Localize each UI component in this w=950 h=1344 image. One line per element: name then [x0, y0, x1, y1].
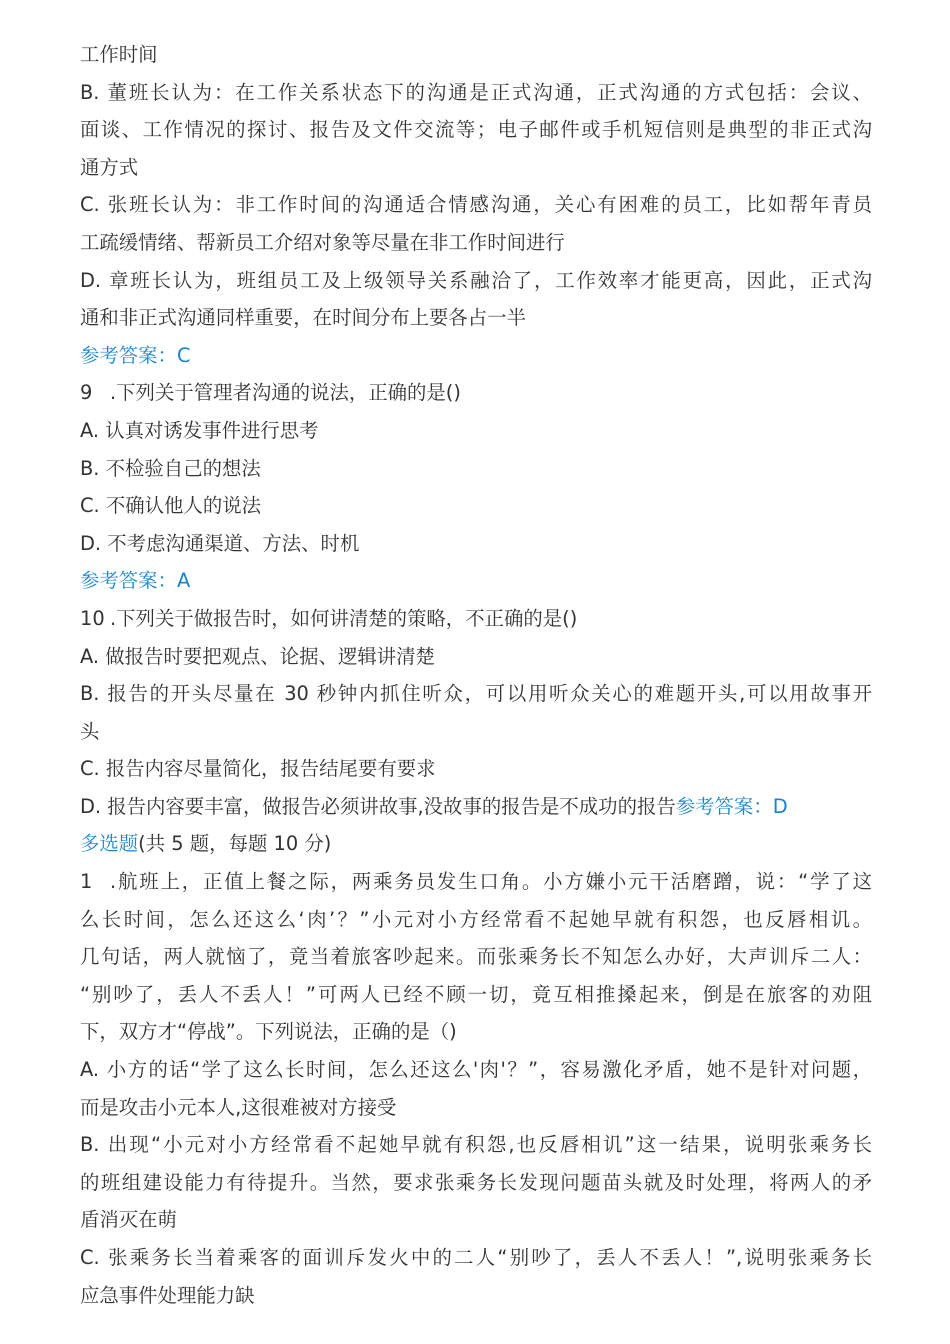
text-line: 面谈、工作情况的探讨、报告及文件交流等；电子邮件或手机短信则是典型的非正式沟	[80, 118, 872, 142]
section-title: 多选题	[80, 832, 139, 856]
text-line: 应急事件处理能力缺	[80, 1283, 255, 1307]
option-d-line: D. 不考虑沟通渠道、方法、时机	[80, 531, 360, 555]
option-a-line: A. 做报告时要把观点、论据、逻辑讲清楚	[80, 644, 435, 668]
question-1	[80, 863, 872, 901]
option-c-line: C. 张乘务长当着乘客的面训斥发火中的二人“别吵了，丢人不丢人！”,说明张乘务长	[80, 1246, 872, 1269]
option-c-line: C. 张班长认为：非工作时间的沟通适合情感沟通，关心有困难的员工，比如帮年青员	[80, 193, 872, 217]
text-line: 通和非正式沟通同样重要，在时间分布上要各占一半	[80, 306, 526, 330]
text-line: 盾消灭在萌	[80, 1208, 177, 1232]
section-info: (共 5 题，每题 10 分)	[138, 832, 332, 856]
text-line: 几句话，两人就恼了，竟当着旅客吵起来。而张乘务长不知怎么办好，大声训斥二人：	[80, 945, 872, 969]
question-text: .下列关于管理者沟通的说法，正确的是()	[110, 381, 461, 405]
section-heading	[80, 825, 872, 863]
option-b-line: B. 董班长认为：在工作关系状态下的沟通是正式沟通，正式沟通的方式包括：会议、	[80, 80, 872, 104]
question-number: 9	[80, 381, 93, 405]
question-9	[80, 374, 872, 412]
text-line: 通方式	[80, 155, 139, 179]
option-c-line: C. 不确认他人的说法	[80, 494, 261, 518]
text-line: 的班组建设能力有待提升。当然，要求张乘务长发现问题苗头就及时处理，将两人的矛	[80, 1170, 872, 1194]
option-d-line	[80, 788, 872, 826]
question-text: .下列关于做报告时，如何讲清楚的策略，不正确的是()	[110, 606, 578, 630]
option-c-line: C. 报告内容尽量简化，报告结尾要有要求	[80, 757, 436, 781]
question-10	[80, 600, 872, 638]
reference-answer: 参考答案：A	[80, 569, 191, 593]
text-line: 头	[80, 719, 100, 743]
text-line: 么长时间，怎么还这么‘肉’？”小元对小方经常看不起她早就有积怨，也反唇相讥。	[80, 907, 872, 931]
option-b-line: B. 报告的开头尽量在 30 秒钟内抓住听众，可以用听众关心的难题开头,可以用故事开	[80, 682, 872, 706]
option-a-line: A. 小方的话“学了这么长时间，怎么还这么'肉'？”，容易激化矛盾，她不是针对问题，	[80, 1058, 872, 1082]
question-text: .航班上，正值上餐之际，两乘务员发生口角。小方嫌小元干活磨蹭，说：“学了这	[110, 870, 872, 894]
option-b-line: B. 不检验自己的想法	[80, 456, 261, 480]
text-line: 工作时间	[80, 43, 158, 66]
question-number: 10	[80, 606, 105, 630]
text-line: 而是攻击小元本人,这很难被对方接受	[80, 1095, 397, 1119]
reference-answer: 参考答案：D	[675, 794, 788, 818]
text-line: “别吵了，丢人不丢人！”可两人已经不顾一切，竟互相推搡起来，倒是在旅客的劝阻	[80, 982, 872, 1006]
option-d-text: D. 报告内容要丰富，做报告必须讲故事,没故事的报告是不成功的报告	[80, 794, 676, 818]
question-number: 1	[80, 870, 93, 894]
text-line: 下，双方才“停战”。下列说法，正确的是（)	[80, 1020, 457, 1044]
option-b-line: B. 出现“小元对小方经常看不起她早就有积怨,也反唇相讥”这一结果，说明张乘务长	[80, 1133, 872, 1157]
option-a-line: A. 认真对诱发事件进行思考	[80, 418, 319, 442]
text-line: 工疏缓情绪、帮新员工介绍对象等尽量在非工作时间进行	[80, 230, 565, 254]
reference-answer: 参考答案：C	[80, 343, 191, 367]
option-d-line: D. 章班长认为，班组员工及上级领导关系融洽了，工作效率才能更高，因此，正式沟	[80, 268, 872, 292]
